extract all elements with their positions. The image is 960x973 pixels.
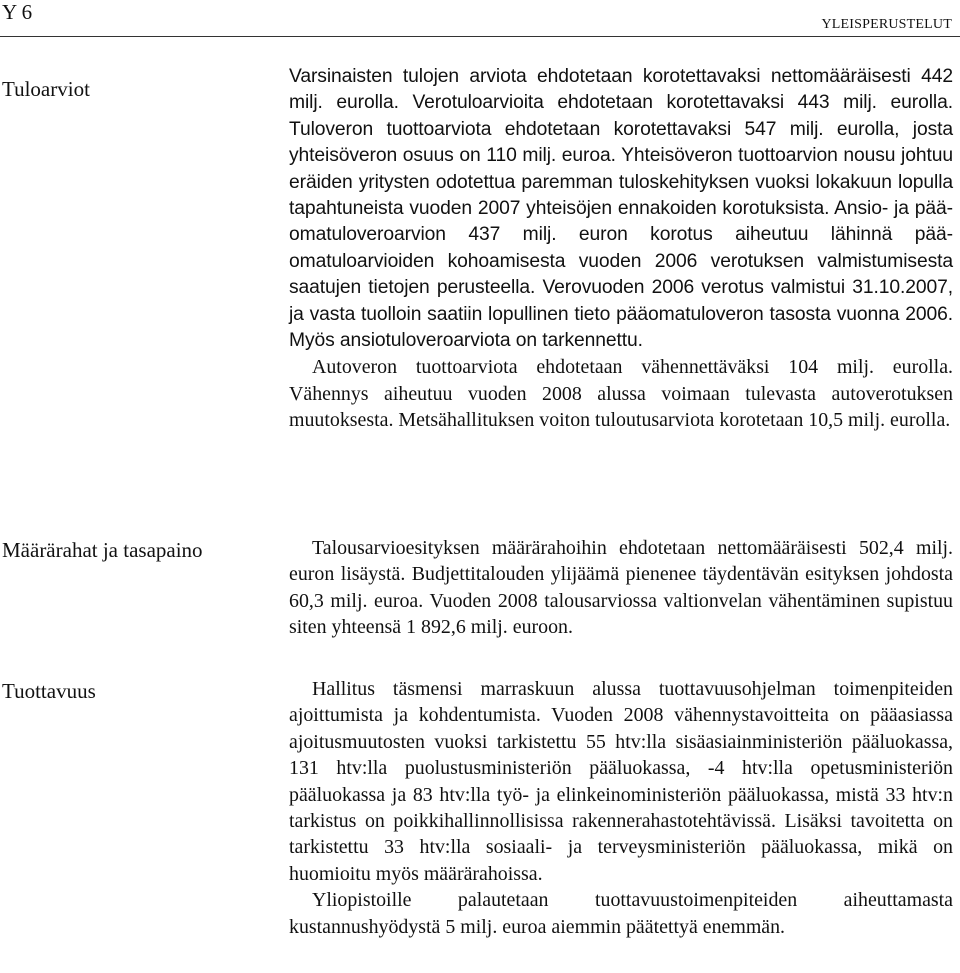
paragraph-tuloarviot-1: Varsinaisten tulojen arviota ehdotetaan korotettavaksi nettomääräisesti 442 milj. eurolla. Verotuloarvioita ehdotetaan korotettavaksi 443 milj. eurolla. Tuloveron tuottoarviota ehdotetaan korotettavaksi 547 milj. eurolla, josta yhteisöveron osuus on 110 milj. euroa. Yhteisöveron tuottoarvion nousu johtuu eräiden yritysten odotettua paremman tuloskehityksen vuoksi lokakuun lopulla tapahtuneista vuoden 2007 yhteisöjen ennakoiden korotuksista. Ansio- ja pääomatuloveroarvion 437 milj. euron korotus aiheutuu lähinnä pääomatuloarvioiden kohoamisesta vuoden 2006 verotuksen valmistumisesta saatujen tietojen perusteella. Verovuoden 2006 verotus valmistui 31.10.2007, ja vasta tuolloin saatiin lopullinen tieto pääomatuloveron tasosta vuonna 2006. Myös ansiotuloveroarviota on tarkennettu.: [289, 66, 953, 352]
page-header: [0, 0, 960, 38]
section-body-tuloarviot: [289, 64, 953, 434]
section-body-tuottavuus: [289, 676, 953, 940]
section-body-maararahat: [289, 535, 953, 641]
paragraph-tuloarviot-2: Autoveron tuottoarviota ehdotetaan vähennettäväksi 104 milj. eurolla. Vähennys aiheutuu vuoden 2008 alussa voimaan tulevasta autoverotuksen muutoksesta. Metsähallituksen voiton tuloutusarviota korotetaan 10,5 milj. eurolla.: [289, 356, 953, 432]
running-header-title: YLEISPERUSTELUT: [821, 17, 952, 32]
header-rule: [0, 36, 960, 37]
paragraph-maararahat-1: Talousarvioesityksen määrärahoihin ehdotetaan nettomääräisesti 502,4 milj. euron lisäystä. Budjettitalouden ylijäämä pienenee täydentävän esityksen johdosta 60,3 milj. euroa. Vuoden 2008 talousarviossa valtionvelan vähentäminen supistuu siten yhteensä 1 892,6 milj. euroon.: [289, 537, 953, 639]
section-label-maararahat: Määrärahat ja tasapaino: [2, 538, 203, 562]
section-label-tuloarviot: Tuloarviot: [2, 77, 90, 101]
paragraph-tuottavuus-2: Yliopistoille palautetaan tuottavuustoimenpiteiden aiheuttamasta kustannushyödystä 5 milj. euroa aiemmin päätettyä enemmän.: [289, 889, 953, 938]
paragraph-tuottavuus-1: Hallitus täsmensi marraskuun alussa tuottavuusohjelman toimenpiteiden ajoittumista ja kohdentumista. Vuoden 2008 vähennystavoitteita on pääasiassa ajoitusmuutosten vuoksi tarkistettu 55 htv:lla sisäasiainministeriön pääluokassa, 131 htv:lla puolustusministeriön pääluokassa, -4 htv:lla opetusministeriön pääluokassa ja 83 htv:lla työ- ja elinkeinoministeriön pääluokassa, mistä 33 htv:n tarkistus on poikkihallinnollisissa rakennerahastotehtävissä. Lisäksi tavoitetta on tarkistettu 33 htv:lla sosiaali- ja terveysministeriön pääluokassa, mikä on huomioitu myös määrärahoissa.: [289, 678, 953, 885]
page-number: Y 6: [2, 0, 33, 24]
section-label-tuottavuus: Tuottavuus: [2, 679, 96, 703]
